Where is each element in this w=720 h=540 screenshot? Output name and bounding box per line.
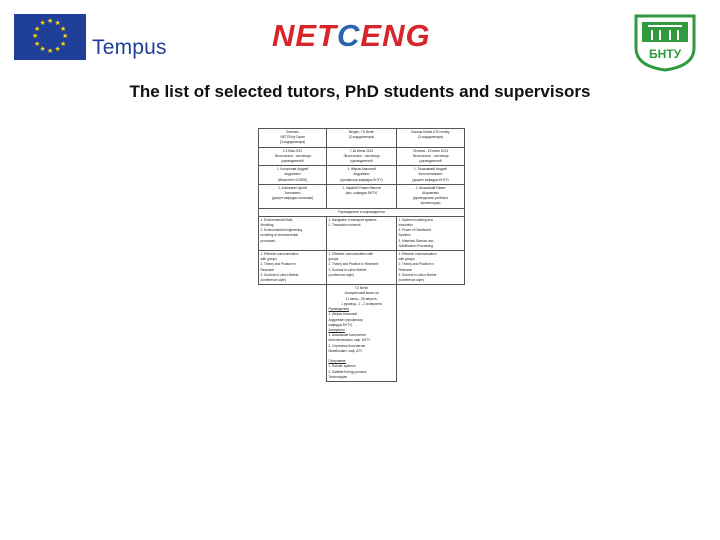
- cell-line: Андреевич: [353, 172, 370, 177]
- tempus-logo-text: Tempus: [92, 36, 167, 59]
- cell-line: (доцент кафедры БНТУ): [412, 177, 449, 182]
- table-cell: [397, 147, 465, 166]
- cell-line: (3 коррдинатора): [279, 140, 306, 145]
- cell-line: 2. Алексаев Сергей: [278, 185, 307, 190]
- cell-subtitle: Руководитель: [328, 307, 350, 312]
- cell-line: Андреевич: [284, 172, 301, 177]
- eu-star-icon: ★: [54, 20, 61, 27]
- table-cell: [397, 184, 465, 208]
- cell-line: (доцент кафедры политики): [271, 196, 314, 201]
- cell-line: (Инсистент VOSEK): [277, 177, 308, 182]
- cell-line: Михайлович, каф. АТУ: [328, 348, 363, 353]
- eu-star-icon: ★: [39, 45, 46, 53]
- netceng-logo: [272, 18, 431, 54]
- bntu-logo-text: БНТУ: [648, 47, 682, 61]
- cell-line: groups: [328, 257, 339, 262]
- cell-line: 1. Effective communication: [260, 252, 299, 257]
- cell-line: 2. Сергеенко Константин: [328, 343, 366, 348]
- cell-line: Шоровенко: [422, 191, 439, 196]
- netceng-logo-part3: ENG: [360, 18, 431, 53]
- cell-line: 1. System modeling and: [398, 217, 433, 222]
- cell-line: 1. Косорлова Андрей: [276, 167, 309, 172]
- cell-line: 1. Effective communication: [398, 252, 437, 257]
- eu-star-icon: ★: [62, 33, 69, 40]
- table-cell: [397, 166, 465, 185]
- cell-line: Research: [260, 267, 275, 272]
- table-row: [259, 285, 465, 382]
- table-cell: [327, 184, 397, 208]
- table-row: [259, 251, 465, 285]
- table-cell: [259, 166, 327, 185]
- cell-line: пропекторра): [420, 201, 441, 206]
- table-cell: [259, 216, 327, 250]
- cell-line: Systems: [398, 233, 411, 238]
- cell-line: Лично возле - гостиница: [343, 153, 380, 158]
- cell-line: Erasmus: [286, 130, 299, 134]
- cell-line: 2. Transaction network: [328, 223, 361, 228]
- cell-line: 2. Шоковский Павел: [415, 185, 446, 190]
- cell-line: Лично возле - гостиница: [274, 153, 311, 158]
- cell-line: 7-18 Июня 2013: [349, 148, 374, 153]
- cell-line: (conference-style): [398, 278, 425, 283]
- cell-line: Лично возле - гостиница: [412, 153, 449, 158]
- cell-line: 1 руковод., 1 – 2 аспиранта: [341, 301, 382, 306]
- cell-line: 2. Theory and Practice in Research: [328, 262, 379, 267]
- cell-subtitle: Аспиранты: [328, 327, 345, 332]
- cell-line: Modeling,: [260, 223, 275, 228]
- section-label: Руководители и сопроводители: [259, 208, 465, 216]
- table-cell: [259, 129, 327, 148]
- cell-line: Research: [398, 267, 413, 272]
- cell-line: Константинович: [418, 172, 443, 177]
- table-cell: [327, 166, 397, 185]
- cell-line: 1. Navigation in transport systems: [328, 217, 377, 222]
- table-row: [259, 184, 465, 208]
- cell-line: with groups: [398, 257, 415, 262]
- eu-star-icon: ★: [47, 18, 54, 25]
- eu-star-icon: ★: [59, 25, 67, 33]
- cell-line: руководителей: [281, 159, 304, 164]
- cell-line: TU Berlin: [354, 286, 369, 291]
- cell-line: руководителей: [419, 159, 442, 164]
- table-cell: [327, 129, 397, 148]
- cell-line: Solidification Processing: [398, 243, 434, 248]
- cell-line: Константинович, каф. БНТУ.: [328, 338, 371, 343]
- cell-line: 2. Satellite Energy process: [328, 369, 367, 374]
- netceng-logo-part1: NET: [272, 18, 337, 53]
- table-cell: [397, 216, 465, 250]
- table-cell: [259, 147, 327, 166]
- cell-line: 1. Robotic systems: [328, 364, 356, 369]
- cell-line: 2. Караёсб Роман Ивонов: [342, 185, 381, 190]
- cell-line: (профессор кафедры БНТУ): [340, 177, 383, 182]
- cell-line: руководителей: [350, 159, 373, 164]
- cell-line: with groups: [260, 257, 277, 262]
- cell-line: Technologies: [328, 374, 348, 379]
- table-cell: [259, 251, 327, 285]
- table-row: [259, 147, 465, 166]
- cell-line: 1. Тишковский Андрей: [413, 167, 448, 172]
- cell-line: (3 коррдинатора): [417, 135, 444, 140]
- cell-line: (3 коррдинатора): [348, 135, 375, 140]
- page-title: The list of selected tutors, PhD students and supervisors: [129, 82, 591, 101]
- cell-line: 3. Survival in Labor Market: [398, 272, 437, 277]
- cell-line: Bergen, TU Berlin: [348, 130, 375, 134]
- cell-line: (conference-style): [328, 272, 355, 277]
- table-cell: [397, 251, 465, 285]
- cell-line: 25 июня - 15 июля 2013: [412, 148, 448, 153]
- eu-star-icon: ★: [32, 33, 39, 40]
- eu-star-icon: ★: [39, 20, 46, 27]
- table-cell: [397, 129, 465, 148]
- table-cell: [327, 147, 397, 166]
- eu-star-icon: ★: [54, 45, 61, 53]
- eu-star-icon: ★: [59, 40, 67, 48]
- cell-line: 2. Environmental engineering,: [260, 228, 303, 233]
- table-row: [259, 216, 465, 250]
- eu-flag-icon: [14, 14, 86, 60]
- cell-line: Kaunas Kristal UTO versity: [411, 130, 450, 134]
- cell-line: 1. Шоковский Константин: [328, 333, 366, 338]
- cell-line: 2. Theory and Practice in: [260, 262, 296, 267]
- cell-line: 1. Жёров Анатолий: [347, 167, 376, 172]
- table-cell: [327, 251, 397, 285]
- table-cell: [327, 216, 397, 250]
- cell-line: 1. Environmental Math.: [260, 217, 294, 222]
- cell-line: (руководитель учебного: [412, 196, 449, 201]
- bntu-shield-icon: [628, 12, 702, 72]
- cell-line: 1-9 Мая 2013: [282, 148, 303, 153]
- cell-line: 1. Effective communication with: [328, 252, 374, 257]
- cell-line: (conference-style): [260, 278, 287, 283]
- cell-line: 1. Жёров Анатолий: [328, 312, 358, 317]
- cell-line: (асс. кафедры БНТУ): [345, 191, 378, 196]
- cell-line: кафедры БНТУ): [328, 322, 353, 327]
- table-row: [259, 166, 465, 185]
- cell-line: simulation: [398, 223, 413, 228]
- eu-star-icon: ★: [34, 40, 41, 48]
- empty-cell: [259, 285, 327, 382]
- cell-line: processes.: [260, 238, 276, 243]
- eu-star-icon: ★: [47, 48, 54, 55]
- cell-subtitle: Программа:: [328, 359, 347, 364]
- eu-star-icon: ★: [34, 25, 41, 33]
- tu-berlin-visit-cell: [327, 285, 397, 382]
- cell-line: Антонович: [284, 191, 301, 196]
- table-cell: [259, 184, 327, 208]
- cell-line: 2. Theory and Practice in: [398, 262, 434, 267]
- selection-table: [258, 128, 465, 382]
- cell-line: 3. Survival in Labor Market: [328, 267, 367, 272]
- cell-line: NETCEng Стран: [280, 135, 305, 140]
- netceng-logo-part2: C: [337, 18, 361, 53]
- empty-cell: [397, 285, 465, 382]
- cell-line: Андреевич (профессор: [328, 317, 364, 322]
- cell-line: 2. Power of Distributed: [398, 228, 431, 233]
- cell-line: 3. Survival in Labor Market: [260, 272, 299, 277]
- cell-line: 3. Materials Science and: [398, 238, 434, 243]
- cell-line: modeling of environmental: [260, 233, 298, 238]
- cell-line: Аспирантский визит на: [344, 291, 379, 296]
- table-row: [259, 129, 465, 148]
- cell-line: 21 июня – 05 августа,: [345, 296, 378, 301]
- table-row: [259, 208, 465, 216]
